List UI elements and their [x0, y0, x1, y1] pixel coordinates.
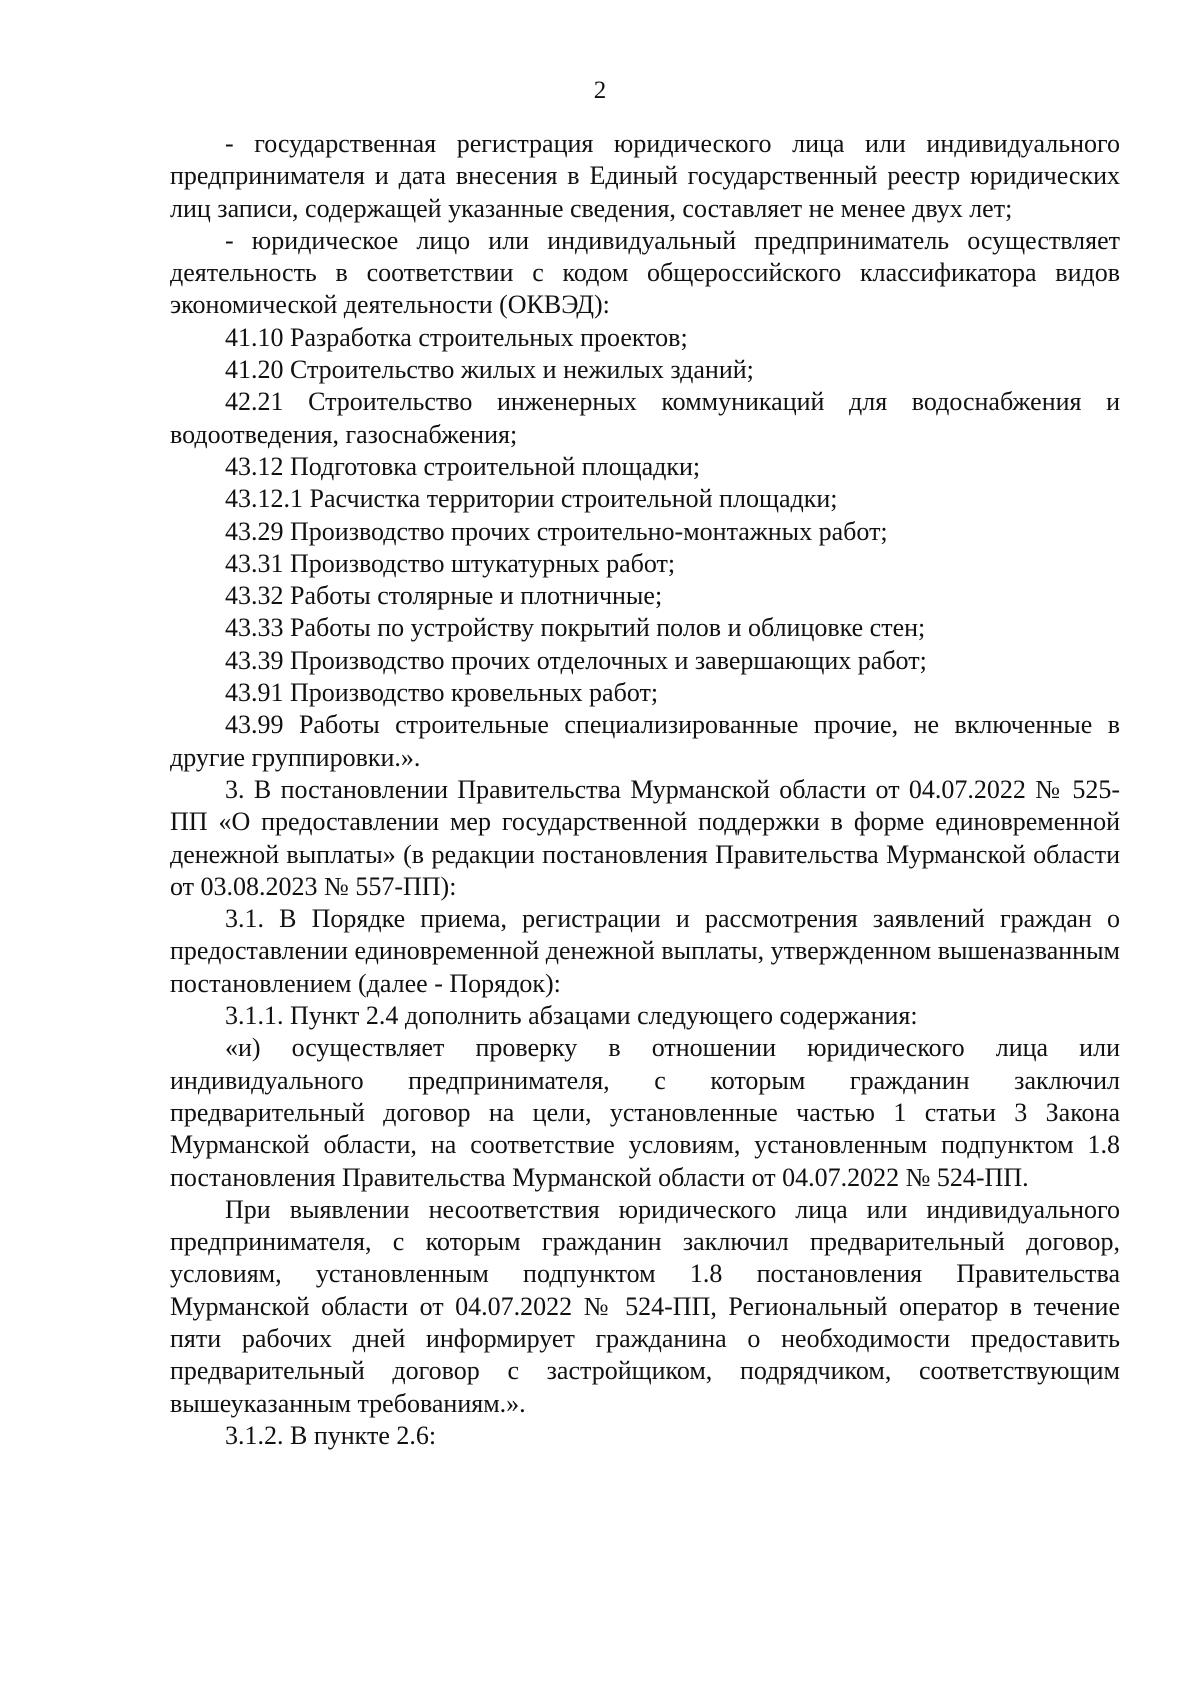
okved-item: 43.12 Подготовка строительной площадки;	[225, 451, 701, 481]
paragraph-nonconformity: При выявлении несоответствия юридического лица или индивидуального предпринимателя, с которым гражданин заключил предварительный договор, условиям, установленным подпунктом 1.8 постановления Правительства Мурманской области от 04.07.2022 № 524-ПП, Региональный оператор в течение пяти рабочих дней информирует гражданина о необходимости предоставить предварительный договор с застройщиком, подрядчиком, соответствующим вышеуказанным требованиям.».	[170, 1194, 1120, 1418]
document-body	[170, 128, 1120, 1452]
okved-item: 43.39 Производство прочих отделочных и завершающих работ;	[225, 645, 927, 675]
paragraph-section-3-1-2: 3.1.2. В пункте 2.6:	[225, 1420, 437, 1450]
okved-item: 43.91 Производство кровельных работ;	[225, 678, 659, 708]
paragraph-section-3: 3. В постановлении Правительства Мурманской области от 04.07.2022 № 525-ПП «О предоставлении мер государственной поддержки в форме единовременной денежной выплаты» (в редакции постановления Правительства Мурманской области от 03.08.2023 № 557-ПП):	[170, 774, 1120, 901]
okved-item: 43.32 Работы столярные и плотничные;	[225, 581, 663, 611]
paragraph-item-i: «и) осуществляет проверку в отношении юридического лица или индивидуального предпринимателя, с которым гражданин заключил предварительный договор на цели, установленные частью 1 статьи 3 Закона Мурманской области, на соответствие условиям, установленным подпунктом 1.8 постановления Правительства Мурманской области от 04.07.2022 № 524-ПП.	[170, 1033, 1120, 1192]
paragraph-registration-term: - государственная регистрация юридического лица или индивидуального предпринимателя и дата внесения в Единый государственный реестр юридических лиц записи, содержащей указанные сведения, составляет не менее двух лет;	[170, 129, 1120, 223]
okved-item: 43.29 Производство прочих строительно-монтажных работ;	[225, 516, 888, 546]
okved-item: 43.12.1 Расчистка территории строительной площадки;	[225, 484, 838, 514]
okved-item: 43.33 Работы по устройству покрытий полов и облицовке стен;	[225, 613, 926, 643]
okved-item: 42.21 Строительство инженерных коммуникаций для водоснабжения и водоотведения, газоснабжения;	[170, 387, 1120, 449]
okved-item: 41.20 Строительство жилых и нежилых зданий;	[225, 355, 754, 385]
paragraph-okved-intro: - юридическое лицо или индивидуальный предприниматель осуществляет деятельность в соответствии с кодом общероссийского классификатора видов экономической деятельности (ОКВЭД):	[170, 225, 1120, 320]
okved-item: 43.31 Производство штукатурных работ;	[225, 548, 676, 578]
okved-item: 41.10 Разработка строительных проектов;	[225, 322, 688, 352]
paragraph-section-3-1: 3.1. В Порядке приема, регистрации и рассмотрения заявлений граждан о предоставлении единовременной денежной выплаты, утвержденном вышеназванным постановлением (далее - Порядок):	[170, 904, 1120, 998]
paragraph-section-3-1-1: 3.1.1. Пункт 2.4 дополнить абзацами следующего содержания:	[225, 1001, 918, 1031]
page-number: 2	[593, 77, 607, 104]
okved-item: 43.99 Работы строительные специализированные прочие, не включенные в другие группировки.».	[170, 710, 1120, 772]
